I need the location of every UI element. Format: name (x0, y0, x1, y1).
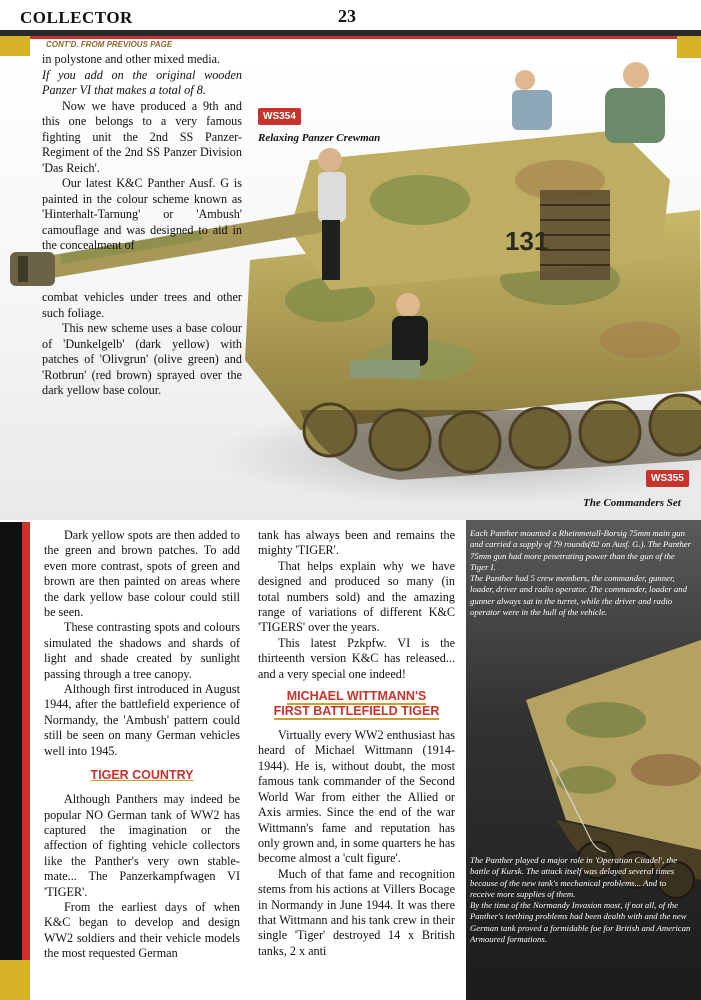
turret-number: 131 (505, 226, 549, 256)
continued-label: CONT'D. FROM PREVIOUS PAGE (46, 40, 173, 49)
paragraph: Dark yellow spots are then added to the green and brown patches. To add even more contrast, spots of green and brown are then painted on areas where the dark yellow base colour could still be seen. (44, 528, 240, 620)
paragraph: Although Panthers may indeed be popular NO German tank of WW2 has captured the imagination or the affection of fighting vehicle collectors like the Panther's very own stable-mate... The Panzerkampfwagen VI 'TIGER'. (44, 792, 240, 899)
paragraph: That helps explain why we have designed and produced so many (in total numbers sold) and the amazing range of variations of different K&C 'TIGERS' over the years. (258, 558, 455, 635)
paragraph: These contrasting spots and colours simulated the shadows and shards of light and shade created by sunlight passing through a tree canopy. (44, 620, 240, 681)
paragraph: tank has always been and remains the mighty 'TIGER'. (258, 528, 455, 558)
paragraph: in polystone and other mixed media. (42, 52, 221, 66)
article-column-2 (258, 528, 455, 959)
left-margin-gold (0, 960, 30, 1000)
header-rule-red (0, 36, 701, 39)
corner-tab-right (677, 36, 701, 58)
sidebar-paragraph: The Panther had 5 crew members, the commander, gunner, loader, driver and radio operator. The commander, loader and gunner always sat in the turret, while the driver and radio operator were in the hull of the vehicle. (470, 573, 687, 618)
paragraph: From the earliest days of when K&C began to develop and design WW2 soldiers and their vehicle models the most requested German (44, 899, 240, 961)
article-column-1 (44, 528, 240, 962)
intro-text-lower (42, 290, 242, 399)
page-header (0, 0, 701, 60)
section-heading: TIGER COUNTRY (90, 768, 194, 783)
product-code-badge: WS355 (646, 470, 689, 487)
paragraph: If you add on the original wooden Panzer VI that makes a total of 8. (42, 67, 242, 97)
section-heading: MICHAEL WITTMANN'S FIRST BATTLEFIELD TIGER (273, 689, 440, 719)
paragraph: Although first introduced in August 1944, after the battlefield experience of Normandy, the 'Ambush' pattern could still be seen on many German vehicles well into 1945. (44, 682, 240, 758)
page-number: 23 (338, 6, 356, 26)
intro-text-top (42, 52, 242, 254)
paragraph: Much of that fame and recognition stems from his actions at Villers Bocage in Normandy in June 1944. It was there that Wittmann and his tank crew in their single 'Tiger' destroyed 14 x British tanks, 2 x anti (258, 866, 455, 958)
corner-tab-left (0, 36, 30, 56)
paragraph: combat vehicles under trees and other such foliage. (42, 290, 242, 320)
left-margin-red (22, 522, 30, 1000)
product-code-badge: WS354 (258, 108, 301, 125)
paragraph: This latest Pzkpfw. VI is the thirteenth version K&C has released... and a very special one indeed! (258, 635, 455, 681)
sidebar-paragraph: The Panther played a major role in 'Operation Citadel', the battle of Kursk. The attack itself was delayed several times because of the new tank's mechanical problems... And to receive more supplies of them. (470, 855, 678, 899)
sidebar-paragraph: By the time of the Normandy Invasion most, if not all, of the Panther's teething problems had been dealth with and the new German tank proved a formidable foe for British and American Armoured formations. (470, 900, 691, 945)
paragraph: Now we have produced a 9th and this one belongs to a very famous fighting unit the 2nd SS Panzer-Regiment of the 2nd SS Panzer Division 'Das Reich'. (42, 98, 242, 175)
sidebar-facts-bottom (470, 855, 692, 945)
product-caption: The Commanders Set (583, 497, 681, 509)
sidebar-paragraph: Each Panther mounted a Rheinmetall-Borsig 75mm main gun and carried a supply of 79 rounds(82 on Ausf. G.). The Panther 75mm gun had more penetrating power than the gun of the Tiger I. (470, 528, 692, 572)
paragraph: Our latest K&C Panther Ausf. G is painted in the colour scheme known as 'Hinterhalt-Tarnung' or 'Ambush' camouflage and was designed to aid in the concealment of (42, 176, 242, 252)
paragraph: Virtually every WW2 enthusiast has heard of Michael Wittmann (1914-1944). He is, without doubt, the most famous tank commander of the Second World War from either the Allied or Axis armies. Since the end of the war Wittmann's fame and reputation has only grown and, in some quarters he has become almost a 'cult figure'. (258, 728, 455, 866)
paragraph: This new scheme uses a base colour of 'Dunkelgelb' (dark yellow) with patches of 'Olivgrun' (olive green) and 'Rotbrun' (red brown) sprayed over the dark yellow base colour. (42, 321, 242, 397)
sidebar-facts-top (470, 528, 692, 618)
magazine-title: COLLECTOR (20, 8, 133, 27)
product-caption: Relaxing Panzer Crewman (258, 132, 381, 144)
